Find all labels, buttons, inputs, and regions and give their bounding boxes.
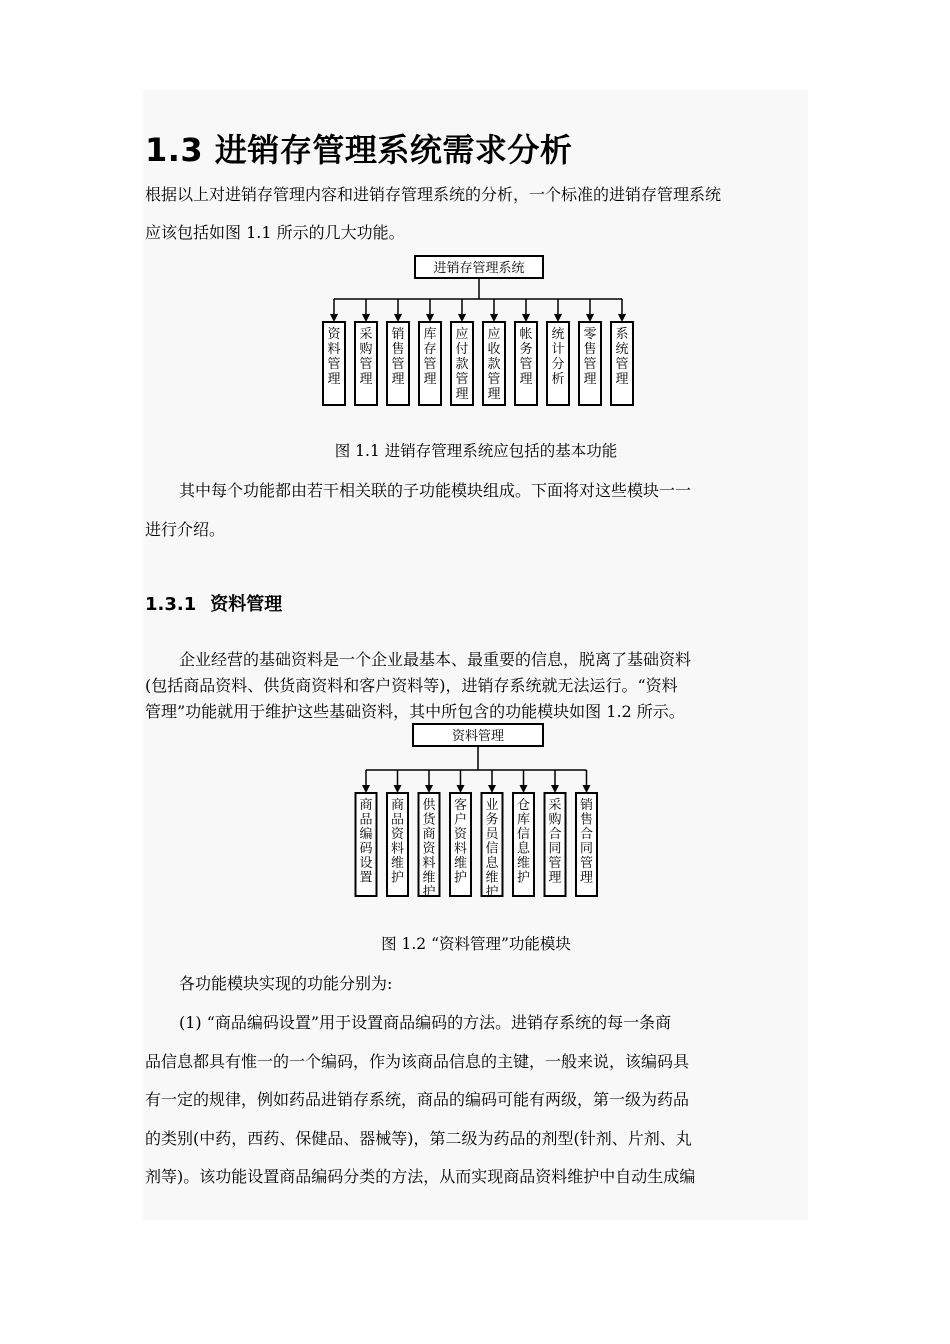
child-node-label: 仓库信息维护 [516,798,531,886]
arrow-icon [551,785,559,793]
child-node [545,770,566,896]
child-node-label: 零售管理 [583,327,597,387]
child-node [513,770,534,896]
arrow-icon [520,785,528,793]
child-node-label: 库存管理 [423,327,437,387]
paragraph-line: 品信息都具有惟一的一个编码，作为该商品信息的主键，一般来说，该编码具 [145,1051,690,1071]
child-node-label: 系统管理 [615,327,629,387]
paragraph-line: 进行介绍。 [145,519,226,539]
child-node-label: 统计分析 [551,327,565,387]
section-number: 1.3 [145,131,204,169]
child-node [387,770,408,896]
arrow-icon [583,785,591,793]
figure-1-caption: 图 1.1 进销存管理系统应包括的基本功能 [334,442,618,460]
child-node [450,770,471,896]
child-node [419,770,440,900]
paragraph-line: 其中每个功能都由若干相关联的子功能模块组成。下面将对这些模块一一 [179,481,692,500]
child-node-label: 供货商资料维护 [422,798,436,900]
subsection-number: 1.3.1 [145,594,197,615]
root-node [413,724,543,746]
child-node-label: 资料管理 [327,327,341,387]
child-node-label: 销售管理 [391,327,405,387]
arrow-icon [457,785,465,793]
child-node [576,770,597,896]
child-node-label: 采购管理 [359,327,373,387]
paragraph-line: 根据以上对进销存管理内容和进销存管理系统的分析，一个标准的进销存管理系统 [145,185,722,204]
paragraph-line: 应该包括如图 1.1 所示的几大功能。 [145,223,405,242]
figure-2-caption: 图 1.2 “资料管理”功能模块 [381,935,571,953]
child-node-label: 业务员信息维护 [485,798,499,900]
child-node-label: 帐务管理 [519,327,533,387]
section-title: 进销存管理系统需求分析 [214,131,573,169]
paragraph-line: 的类别(中药，西药、保健品、器械等)，第二级为药品的剂型(针剂、片剂、丸 [145,1128,692,1148]
child-node-label: 采购合同管理 [548,798,562,886]
subsection-title: 资料管理 [210,594,283,615]
paragraph-line: 有一定的规律，例如药品进销存系统，商品的编码可能有两级，第一级为药品 [145,1090,690,1109]
paragraph-line: 剂等)。该功能设置商品编码分类的方法，从而实现商品资料维护中自动生成编 [145,1167,696,1186]
child-node-label: 客户资料维护 [453,798,468,886]
arrow-icon [425,785,433,793]
paragraph-line: 企业经营的基础资料是一个企业最基本、最重要的信息，脱离了基础资料 [179,650,692,669]
child-node-label: 销售合同管理 [579,798,594,886]
paragraph-line: (1) “商品编码设置”用于设置商品编码的方法。进销存系统的每一条商 [179,1013,672,1032]
list-intro-paragraph [145,965,810,1004]
paragraph-line: (包括商品资料、供货商资料和客户资料等)，进销存系统就无法运行。“资料 [145,676,678,695]
child-node-label: 商品编码设置 [359,798,373,886]
root-node-label: 资料管理 [451,729,505,744]
paragraph-line: 管理”功能就用于维护这些基础资料，其中所包含的功能模块如图 1.2 所示。 [145,702,685,721]
child-node-label: 应付款管理 [455,327,469,402]
child-node [482,770,503,900]
root-node-label: 进销存管理系统 [433,261,525,276]
child-node-label: 应收款管理 [487,327,501,402]
paragraph-line: 各功能模块实现的功能分别为: [179,974,393,993]
item-1-paragraph [145,1004,810,1197]
arrow-icon [362,785,370,793]
child-node-label: 商品资料维护 [390,798,405,886]
arrow-icon [488,785,496,793]
child-node [356,770,377,896]
arrow-icon [394,785,402,793]
